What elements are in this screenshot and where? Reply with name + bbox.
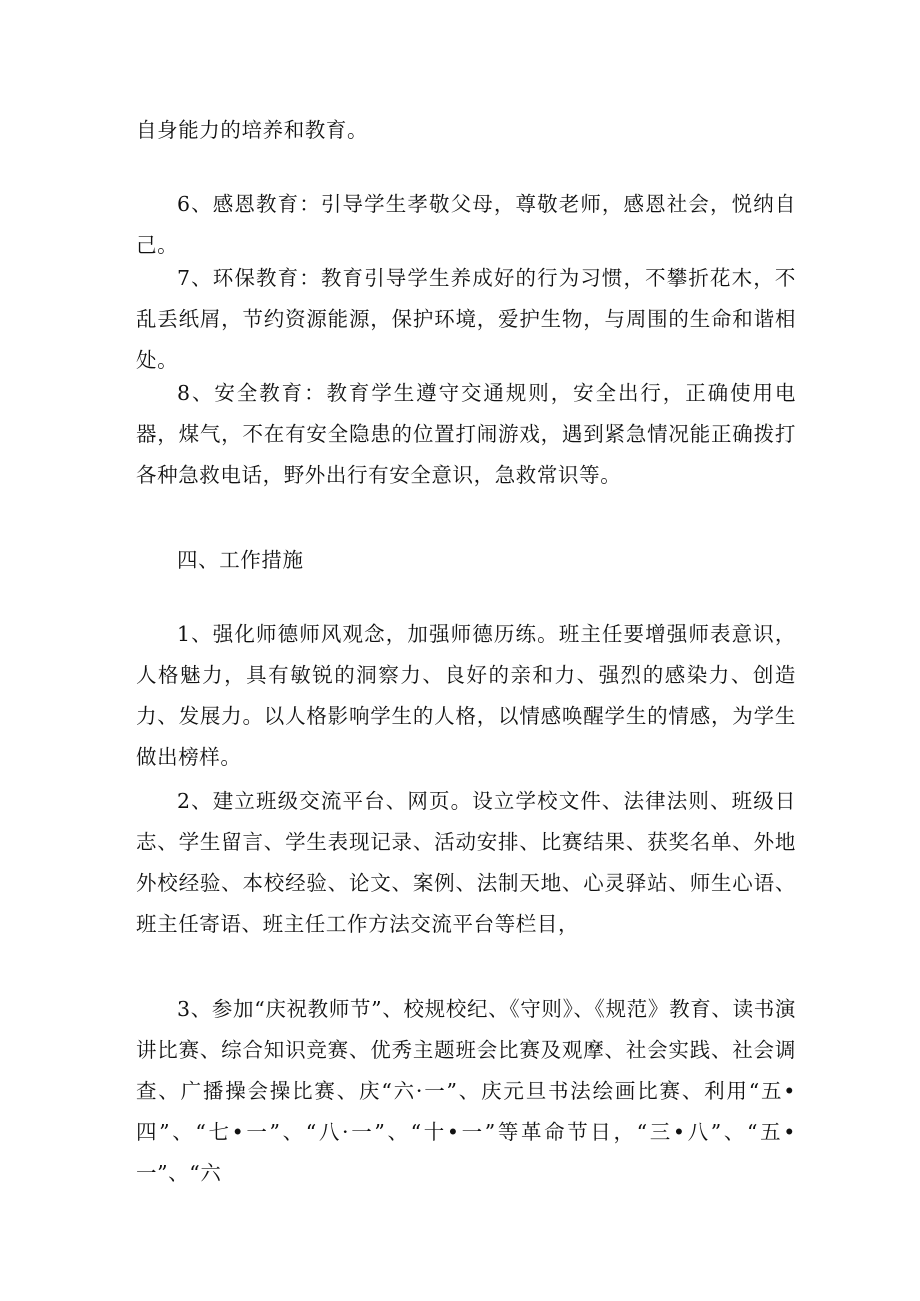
paragraph-safety-education: 8、安全教育：教育学生遵守交通规则，安全出行，正确使用电器，煤气，不在有安全隐患的位置打闹游戏，遇到紧急情况能正确拨打各种急救电话，野外出行有安全意识，急救常识等。 bbox=[136, 381, 796, 487]
paragraph-class-platform: 2、建立班级交流平台、网页。设立学校文件、法律法则、班级日志、学生留言、学生表现记录、活动安排、比赛结果、获奖名单、外地外校经验、本校经验、论文、案例、法制天地、心灵驿站、师生心语、班主任寄语、班主任工作方法交流平台等栏目， bbox=[136, 789, 796, 936]
paragraph-gratitude-education: 6、感恩教育：引导学生孝敬父母，尊敬老师，感恩社会，悦纳自己。 bbox=[136, 192, 796, 257]
paragraph-teacher-ethics: 1、强化师德师风观念，加强师德历练。班主任要增强师表意识，人格魅力，具有敏锐的洞察力、良好的亲和力、强烈的感染力、创造力、发展力。以人格影响学生的人格，以情感唤醒学生的情感，为学生做出榜样。 bbox=[136, 622, 796, 769]
paragraph-activities: 3、参加“庆祝教师节”、校规校纪、《守则》、《规范》教育、读书演讲比赛、综合知识竞赛、优秀主题班会比赛及观摩、社会实践、社会调查、广播操会操比赛、庆“六·一”、庆元旦书法绘画比赛、利用“五•四”、“七•一”、“八·一”、“十•一”等革命节日，“三•八”、“五•一”、“六 bbox=[136, 997, 796, 1185]
paragraph-environmental-education: 7、环保教育：教育引导学生养成好的行为习惯，不攀折花木，不乱丢纸屑，节约资源能源，保护环境，爱护生物，与周围的生命和谐相处。 bbox=[136, 266, 796, 372]
paragraph-continuation: 自身能力的培养和教育。 bbox=[136, 118, 369, 142]
section-heading-work-measures: 四、工作措施 bbox=[177, 548, 304, 572]
